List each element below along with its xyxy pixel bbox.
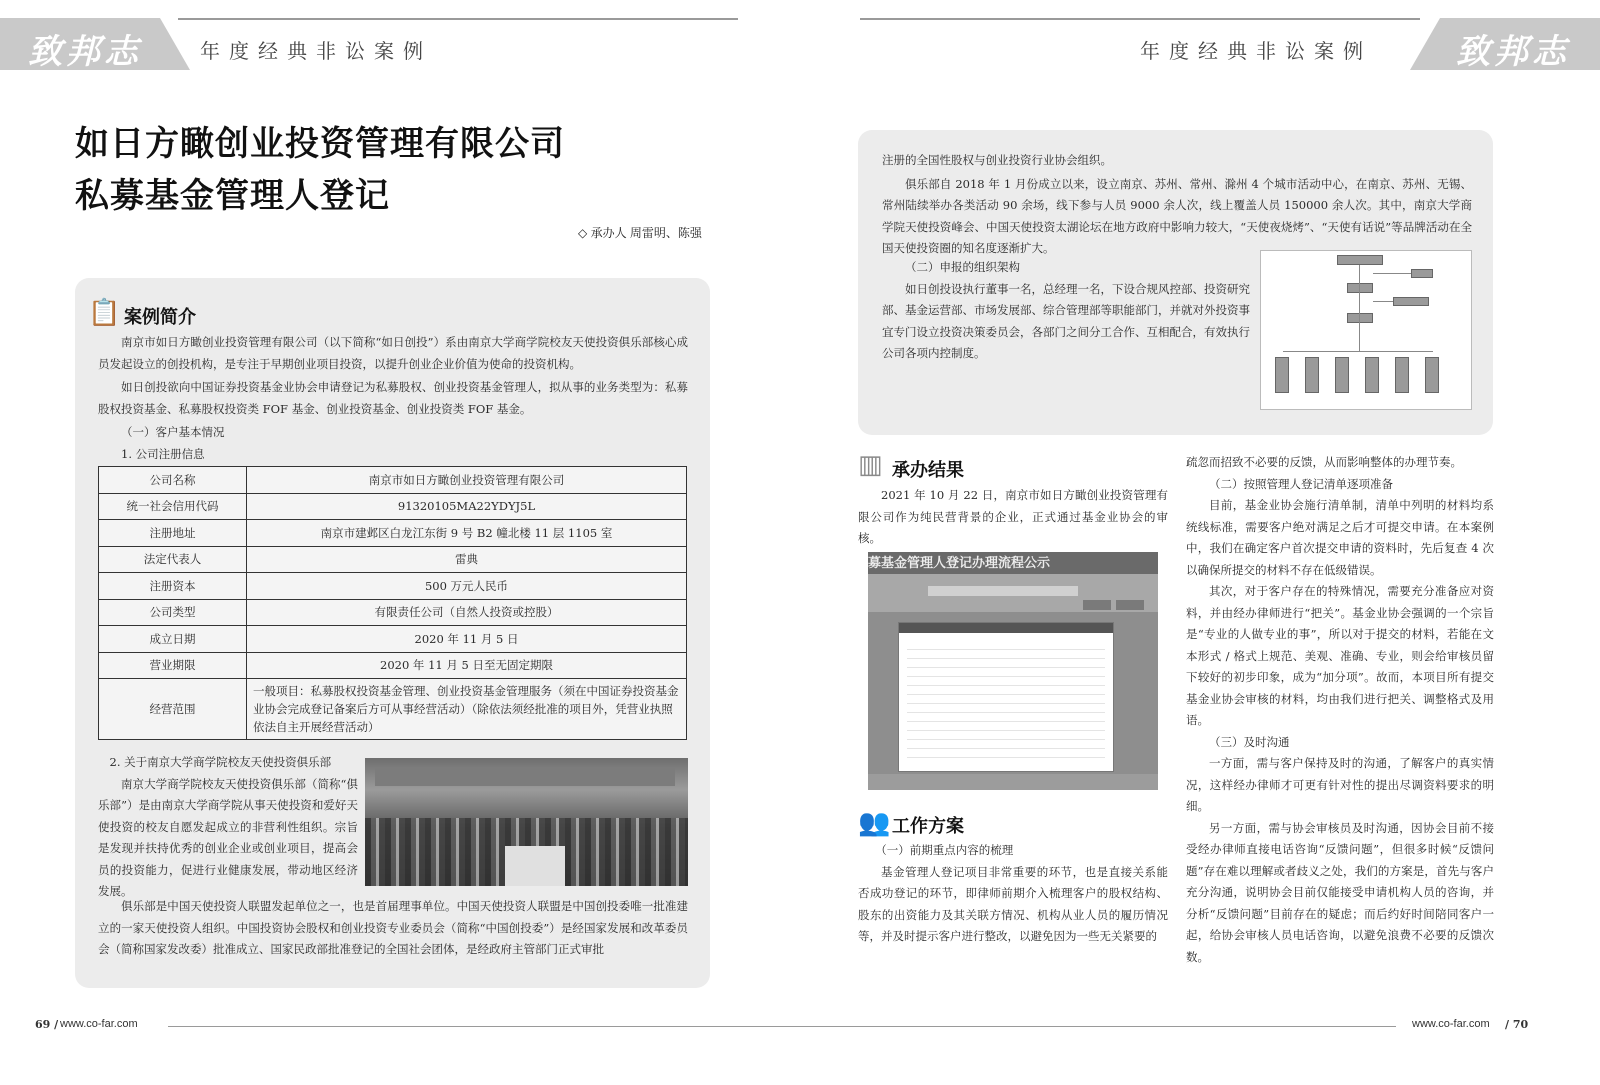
screenshot-button xyxy=(1116,600,1144,610)
plan-paragraph: 其次，对于客户存在的特殊情况，需要充分准备应对资料，并由经办律师进行“把关”。基金业协会强调的一个宗旨是“专业的人做专业的事”，所以对于提交的材料，若能在文本形式 / 格式上规范、美观、准确、专业，则会给审核员留下较好的初步印象，成为“加分项”。故而，本项目所有提交基金业协会审核的材料，均由我们进行把关、调整格式及用语。 xyxy=(1186,584,1494,727)
header-rule-right xyxy=(860,18,1420,20)
table-value: 南京市如日方瞰创业投资管理有限公司 xyxy=(247,467,687,494)
table-row xyxy=(99,599,687,626)
article-title-line1: 如日方瞰创业投资管理有限公司 xyxy=(75,125,565,163)
table-row xyxy=(99,626,687,653)
screenshot-input xyxy=(928,586,1078,596)
table-row xyxy=(99,467,687,494)
table-key: 成立日期 xyxy=(99,626,247,653)
subheading: （一）客户基本情况 xyxy=(121,425,225,439)
screenshot-title: 募基金管理人登记办理流程公示 xyxy=(868,552,1158,574)
article-title-line2: 私募基金管理人登记 xyxy=(75,177,390,215)
footer-url-left: www.co-far.com xyxy=(60,1018,138,1030)
org-line xyxy=(1373,301,1393,302)
screenshot-dialog xyxy=(898,622,1114,772)
table-row xyxy=(99,679,687,740)
org-node xyxy=(1365,357,1379,393)
footer-url-right: www.co-far.com xyxy=(1412,1018,1490,1030)
org-node xyxy=(1347,283,1373,293)
table-key: 公司类型 xyxy=(99,599,247,626)
result-text xyxy=(858,485,1168,550)
subheading: （二）按照管理人登记清单逐项准备 xyxy=(1209,476,1393,491)
club-text-block xyxy=(98,752,358,903)
dialog-header xyxy=(899,623,1113,633)
table-value: 南京市建邺区白龙江东街 9 号 B2 幢北楼 11 层 1105 室 xyxy=(247,520,687,547)
table-row xyxy=(99,520,687,547)
screenshot-pager xyxy=(868,774,1158,790)
page-number-left: 69 / xyxy=(35,1018,59,1031)
subheading: （二）申报的组织架构 xyxy=(905,260,1020,274)
club-paragraph: 南京大学商学院校友天使投资俱乐部（简称“俱乐部”）是由南京大学商学院从事天使投资和爱好天使投资的校友自愿发起成立的非营利性组织。宗旨是发现并扶持优秀的创业企业或创业项目，提高会员的投资能力，促进行业健康发展，带动地区经济发展。 xyxy=(98,776,358,898)
group-photo xyxy=(365,758,688,886)
table-key: 法定代表人 xyxy=(99,546,247,573)
company-info-table xyxy=(98,466,687,740)
plan-text xyxy=(858,840,1168,948)
table-key: 公司名称 xyxy=(99,467,247,494)
subheading: （一）前期重点内容的梳理 xyxy=(875,843,1014,857)
org-paragraph: 俱乐部自 2018 年 1 月份成立以来，设立南京、苏州、常州、滁州 4 个城市活动中心，在南京、苏州、无锡、常州陆续举办各类活动 90 余场，线下参与人员 9000 余人次，线上覆盖人员 150000 余人次。其中，南京大学商学院天使投资峰会、中国天使投资太湖论坛在地方政府中影响力较大，“天使夜烧烤”、“天使有话说”等品牌活动在全国天使投资圈的知名度逐渐扩大。 xyxy=(882,176,1472,255)
plan-section-title: 工作方案 xyxy=(892,816,964,836)
subheading: 2. 关于南京大学商学院校友天使投资俱乐部 xyxy=(109,755,332,769)
table-key: 注册地址 xyxy=(99,520,247,547)
table-row xyxy=(99,546,687,573)
org-paragraph: 注册的全国性股权与创业投资行业协会组织。 xyxy=(882,153,1112,167)
clipboard-icon: 📋 xyxy=(88,298,121,328)
org-chart-image xyxy=(1260,250,1472,410)
subheading: 1. 公司注册信息 xyxy=(121,446,205,461)
byline: ◇ 承办人 周雷明、陈强 xyxy=(578,226,702,240)
table-key: 统一社会信用代码 xyxy=(99,493,247,520)
columns-icon: ▥ xyxy=(858,450,883,480)
intro-text-block xyxy=(98,332,688,465)
intro-paragraph: 如日创投欲向中国证券投资基金业协会申请登记为私募股权、创业投资基金管理人，拟从事的业务类型为：私募股权投资基金、私募股权投资类 FOF 基金、创业投资基金、创业投资类 FOF 基金。 xyxy=(98,380,688,416)
org-line xyxy=(1283,351,1433,352)
header-rule-left xyxy=(178,18,738,20)
logo-left: 致邦志 xyxy=(28,32,142,72)
header-title-left: 年度经典非讼案例 xyxy=(200,41,432,63)
table-row xyxy=(99,652,687,679)
org-node xyxy=(1335,357,1349,393)
table-value: 雷典 xyxy=(247,546,687,573)
org-paragraph: 如日创投设执行董事一名，总经理一名，下设合规风控部、投资研究部、基金运营部、市场发展部、综合管理部等职能部门，并就对外投资事宜专门设立投资决策委员会，各部门之间分工合作、互相配合，有效执行公司各项内控制度。 xyxy=(882,281,1250,360)
table-key: 经营范围 xyxy=(99,679,247,740)
table-row xyxy=(99,573,687,600)
header-title-right: 年度经典非讼案例 xyxy=(1140,41,1372,63)
registration-screenshot xyxy=(868,552,1158,790)
table-key: 注册资本 xyxy=(99,573,247,600)
org-text-top xyxy=(882,150,1472,260)
org-text-left xyxy=(882,257,1250,365)
table-value: 2020 年 11 月 5 日至无固定期限 xyxy=(247,652,687,679)
screenshot-button xyxy=(1083,600,1111,610)
logo-right: 致邦志 xyxy=(1456,32,1570,72)
org-node xyxy=(1395,357,1409,393)
org-node xyxy=(1275,357,1289,393)
org-node xyxy=(1305,357,1319,393)
plan-paragraph: 基金管理人登记项目非常重要的环节，也是直接关系能否成功登记的环节，即律师前期介入梳理客户的股权结构、股东的出资能力及其关联方情况、机构从业人员的履历情况等，并及时提示客户进行整改，以避免因为一些无关紧要的 xyxy=(858,864,1168,943)
photo-screen xyxy=(375,768,675,786)
result-section-title: 承办结果 xyxy=(892,460,964,480)
table-value: 91320105MA22YDYJ5L xyxy=(247,493,687,520)
plan-paragraph: 一方面，需与客户保持及时的沟通，了解客户的真实情况，这样经办律师才可更有针对性的提出尽调资料要求的明细。 xyxy=(1186,756,1494,813)
org-node xyxy=(1411,269,1433,278)
intro-section-title: 案例简介 xyxy=(124,307,196,327)
footer-rule xyxy=(168,1026,1396,1027)
club-text-block-2 xyxy=(98,896,688,961)
org-node xyxy=(1347,313,1373,323)
table-value: 一般项目：私募股权投资基金管理、创业投资基金管理服务（须在中国证券投资基金业协会完成登记备案后方可从事经营活动）（除依法须经批准的项目外，凭营业执照依法自主开展经营活动） xyxy=(247,679,687,740)
table-key: 营业期限 xyxy=(99,652,247,679)
subheading: （三）及时沟通 xyxy=(1209,734,1290,749)
org-node xyxy=(1425,357,1439,393)
page-number-right: / 70 xyxy=(1505,1018,1529,1031)
plan-paragraph: 目前，基金业协会施行清单制，清单中列明的材料均系统线标准，需要客户绝对满足之后才可提交申请。在本案例中，我们在确定客户首次提交申请的资料时，先后复查 4 次以确保所提交的材料不存在低级错误。 xyxy=(1186,498,1494,577)
club-paragraph: 俱乐部是中国天使投资人联盟发起单位之一，也是首届理事单位。中国天使投资人联盟是中国创投委唯一批准建立的一家天使投资人组织。中国投资协会股权和创业投资专业委员会（简称“中国创投委”）是经国家发展和改革委员会（简称国家发改委）批准成立、国家民政部批准登记的全国社会团体，是经政府主管部门正式审批 xyxy=(98,899,688,956)
table-value: 500 万元人民币 xyxy=(247,573,687,600)
right-column-text xyxy=(1186,452,1494,968)
org-line xyxy=(1373,273,1411,274)
table-value: 2020 年 11 月 5 日 xyxy=(247,626,687,653)
plan-paragraph: 疏忽而招致不必要的反馈，从而影响整体的办理节奏。 xyxy=(1186,455,1462,469)
article-title xyxy=(75,118,565,222)
org-line xyxy=(1359,265,1360,351)
org-node xyxy=(1393,297,1429,306)
plan-paragraph: 另一方面，需与协会审核员及时沟通，因协会目前不接受经办律师直接电话咨询“反馈问题”，但很多时候“反馈问题”存在难以理解或者歧义之处，我们的方案是，首先与客户充分沟通，说明协会目前仅能接受申请机构人员的咨询，并分析“反馈问题”目前存在的疑虑；而后约好时间陪同客户一起，给协会审核人员电话咨询，以避免浪费不必要的反馈次数。 xyxy=(1186,820,1494,964)
dialog-rows xyxy=(907,641,1105,761)
intro-paragraph: 南京市如日方瞰创业投资管理有限公司（以下简称“如日创投”）系由南京大学商学院校友天使投资俱乐部核心成员发起设立的创投机构，是专注于早期创业项目投资，以提升创业企业价值为使命的投资机构。 xyxy=(98,335,688,371)
result-paragraph: 2021 年 10 月 22 日，南京市如日方瞰创业投资管理有限公司作为纯民营背景的企业，正式通过基金业协会的审核。 xyxy=(858,488,1168,545)
table-row xyxy=(99,493,687,520)
users-icon: 👥 xyxy=(858,808,891,838)
photo-banner xyxy=(505,846,565,886)
table-value: 有限责任公司（自然人投资或控股） xyxy=(247,599,687,626)
org-node xyxy=(1337,255,1383,265)
